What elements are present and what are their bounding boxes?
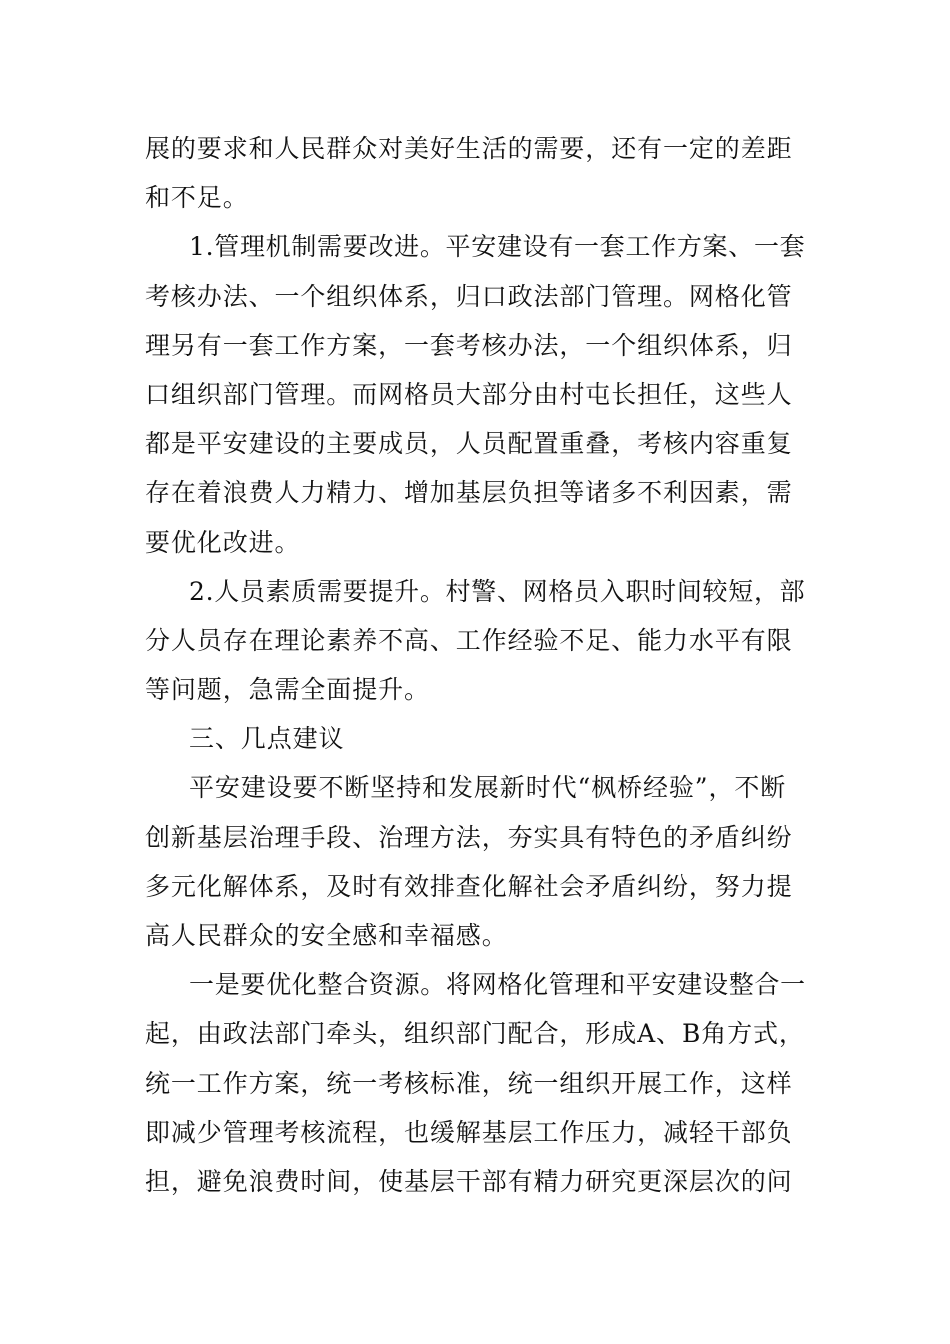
text-line: 一是要优化整合资源。将网格化管理和平安建设整合一 [189, 970, 806, 1000]
section-heading: 三、几点建议 [189, 724, 345, 754]
text-line: 存在着浪费人力精力、增加基层负担等诸多不利因素，需 [145, 478, 793, 508]
text-line: 即减少管理考核流程，也缓解基层工作压力，减轻干部负 [145, 1117, 793, 1147]
text-line: 起，由政法部门牵头，组织部门配合，形成A、B角方式， [145, 1019, 805, 1049]
text-line: 担，避免浪费时间，使基层干部有精力研究更深层次的问 [145, 1166, 793, 1196]
text-line: 口组织部门管理。而网格员大部分由村屯长担任，这些人 [145, 379, 793, 409]
text-line: 和不足。 [145, 183, 249, 213]
text-line: 高人民群众的安全感和幸福感。 [145, 921, 508, 950]
text-line: 要优化改进。 [145, 527, 301, 557]
text-line: 展的要求和人民群众对美好生活的需要，还有一定的差距 [145, 134, 793, 163]
text-line: 统一工作方案，统一考核标准，统一组织开展工作，这样 [145, 1068, 793, 1098]
text-line: 多元化解体系，及时有效排查化解社会矛盾纠纷，努力提 [145, 871, 793, 901]
text-line: 2.人员素质需要提升。村警、网格员入职时间较短，部 [189, 576, 806, 606]
text-line: 都是平安建设的主要成员，人员配置重叠，考核内容重复 [145, 429, 793, 459]
document-page [145, 124, 809, 1206]
text-line: 等问题，急需全面提升。 [145, 675, 430, 705]
text-line: 1.管理机制需要改进。平安建设有一套工作方案、一套 [189, 232, 806, 262]
text-line: 理另有一套工作方案，一套考核办法，一个组织体系，归 [145, 330, 793, 360]
text-line: 考核办法、一个组织体系，归口政法部门管理。网格化管 [145, 281, 793, 311]
text-line: 分人员存在理论素养不高、工作经验不足、能力水平有限 [145, 625, 793, 655]
text-line: 创新基层治理手段、治理方法，夯实具有特色的矛盾纠纷 [145, 822, 793, 852]
text-line: 平安建设要不断坚持和发展新时代“枫桥经验”，不断 [189, 773, 787, 803]
